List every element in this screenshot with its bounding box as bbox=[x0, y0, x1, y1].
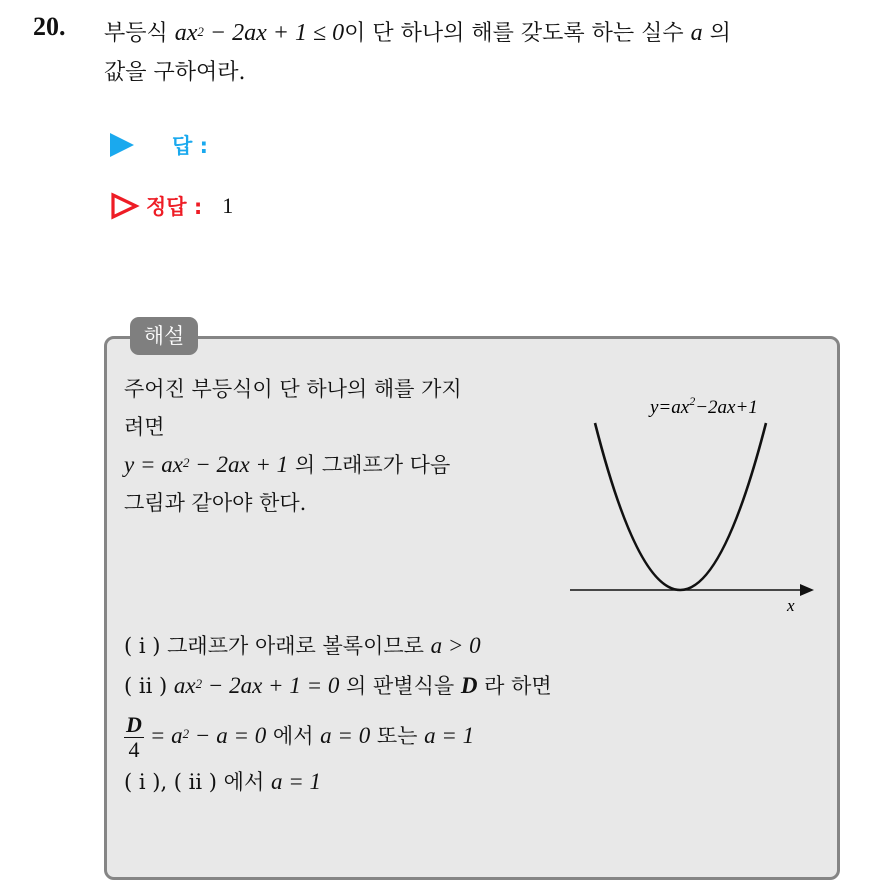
problem-mid: 이 단 하나의 해를 갖도록 하는 실수 bbox=[344, 21, 684, 46]
graph-axis-arrow bbox=[800, 584, 814, 596]
graph-axis-label: x bbox=[787, 596, 795, 615]
outline-triangle-icon bbox=[110, 192, 140, 220]
problem-number: 20. bbox=[33, 12, 66, 41]
fraction-d-over-4: $\frac{D}{4}$ bbox=[126, 712, 142, 762]
problem-inequality: $ax^2 - 2ax + 1 \le 0$ bbox=[174, 20, 345, 46]
graph-parabola-curve bbox=[595, 423, 766, 590]
parabola-graph bbox=[560, 385, 830, 620]
solution-step2: ( ii ) $ax^2 - 2ax + 1 = 0$ 의 판별식을 D 라 하면 bbox=[124, 673, 552, 698]
problem-line2: 값을 구하여라. bbox=[104, 60, 246, 85]
correct-answer-value: 1 bbox=[222, 193, 234, 218]
correct-answer-label: 정답 : bbox=[146, 195, 203, 219]
graph-function-label: $y=ax^2-2ax+1$ bbox=[650, 394, 758, 418]
solution-line4: 그림과 같아야 한다. bbox=[124, 491, 307, 515]
solution-step4: ( i ), ( ii ) 에서 a = 1 bbox=[124, 769, 321, 794]
answer-label: 답 : bbox=[172, 134, 208, 158]
answer-row bbox=[110, 129, 208, 161]
solution-line3: $y = ax^2 - 2ax + 1$ 의 그래프가 다음 bbox=[124, 452, 451, 477]
solution-tag: 해설 bbox=[130, 317, 198, 355]
solution-intro bbox=[124, 370, 564, 522]
correct-answer-row bbox=[110, 190, 233, 222]
solution-step1: ( i ) 그래프가 아래로 볼록이므로 a > 0 bbox=[124, 633, 481, 658]
problem-var: a bbox=[690, 20, 703, 46]
problem-suffix: 의 bbox=[709, 21, 731, 46]
problem-statement bbox=[104, 14, 864, 92]
solution-line1: 주어진 부등식이 단 하나의 해를 가지 bbox=[124, 377, 462, 401]
solution-line2: 려면 bbox=[124, 415, 165, 439]
solution-step3: $\frac{D}{4}$ = $a^2 - a = 0$ 에서 a = 0 또는 a = 1 bbox=[126, 712, 475, 762]
solution-steps bbox=[124, 626, 824, 802]
problem-prefix: 부등식 bbox=[104, 21, 168, 46]
solid-triangle-icon bbox=[110, 133, 134, 157]
